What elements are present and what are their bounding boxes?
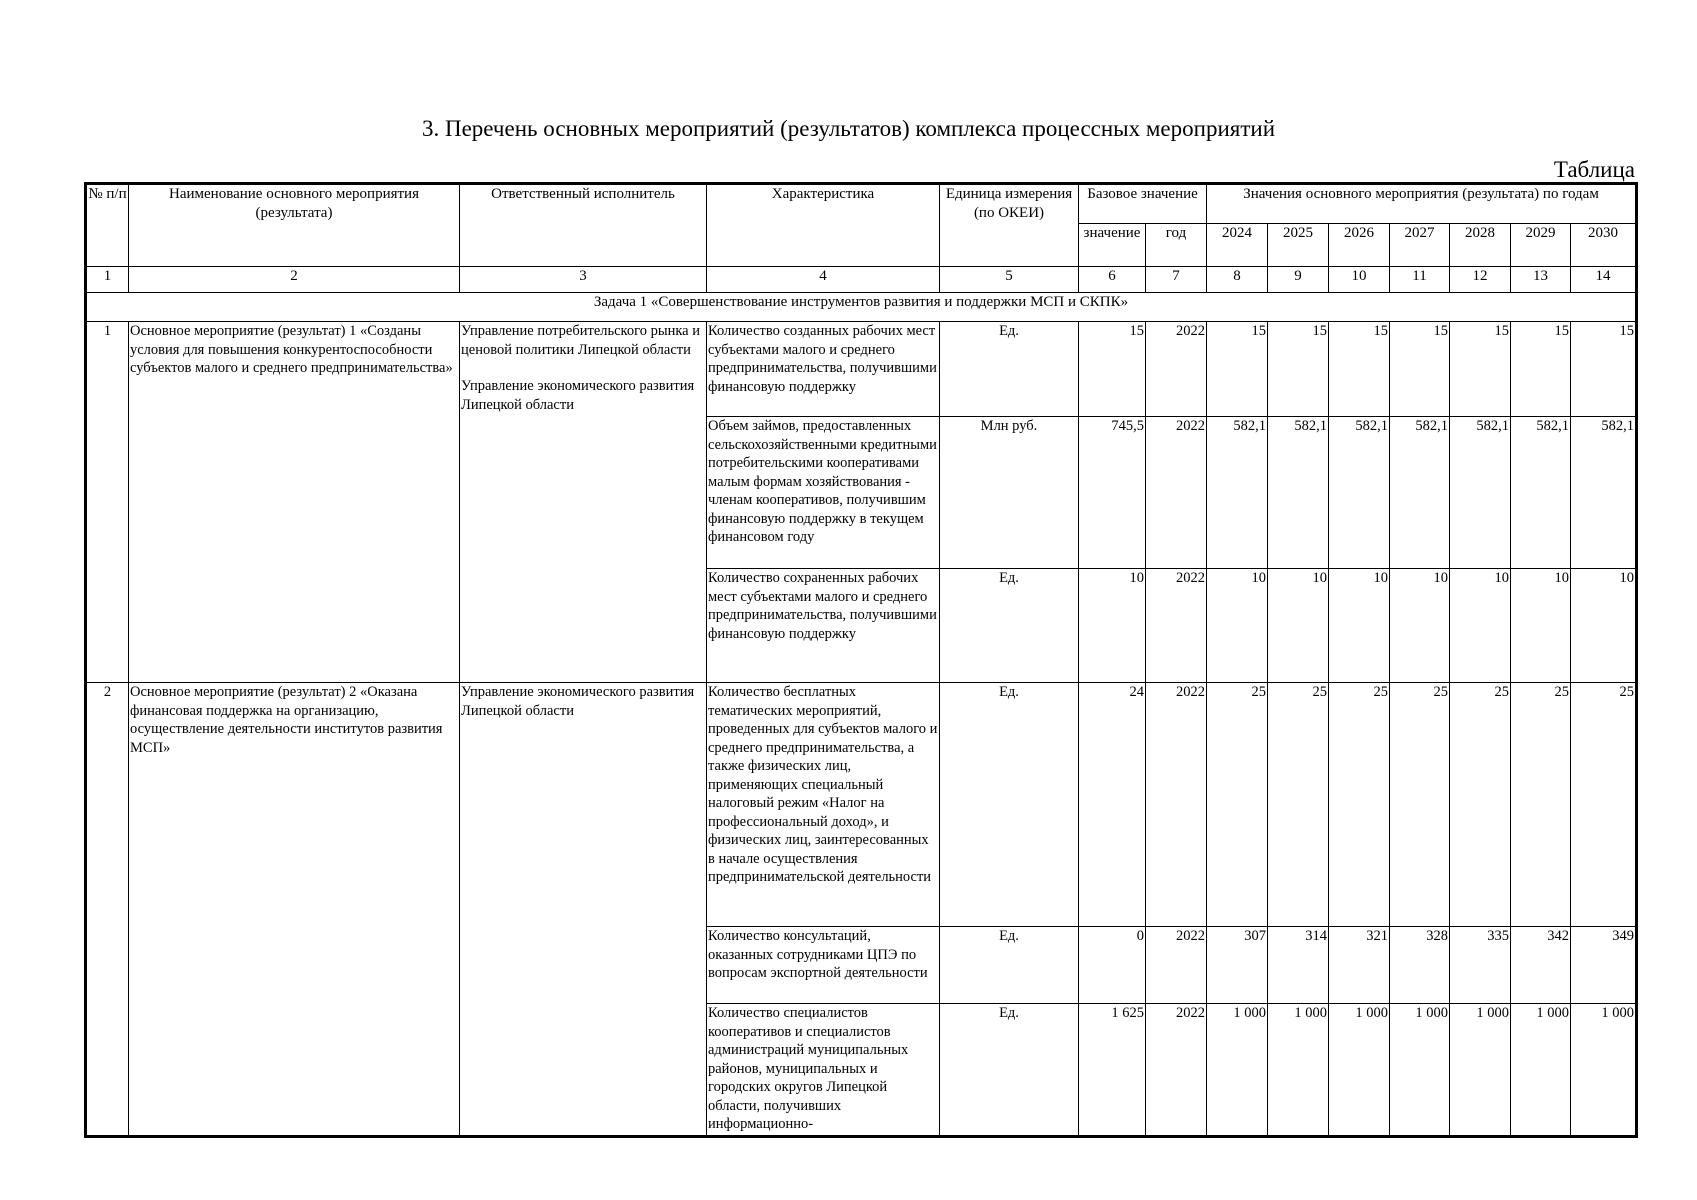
year-value: 15: [1329, 322, 1390, 417]
measures-table: [86, 184, 1636, 1136]
header-year: 2029: [1511, 224, 1571, 267]
col-number: 10: [1329, 267, 1390, 293]
year-value: 15: [1571, 322, 1636, 417]
year-value: 328: [1390, 927, 1450, 1004]
year-value: 1 000: [1390, 1004, 1450, 1136]
characteristic: Количество специалистов кооперативов и специалистов администраций муниципальных районов, муниципальных и городских округов Липецкой области, получивших информационно-: [707, 1004, 940, 1136]
header-year: 2028: [1450, 224, 1511, 267]
base-value: 15: [1079, 322, 1146, 417]
year-value: 25: [1571, 683, 1636, 927]
table-row: [87, 322, 1636, 417]
col-number: 2: [129, 267, 460, 293]
year-value: 15: [1450, 322, 1511, 417]
year-value: 25: [1207, 683, 1268, 927]
year-value: 1 000: [1268, 1004, 1329, 1136]
year-value: 342: [1511, 927, 1571, 1004]
header-base-value: значение: [1079, 224, 1146, 267]
base-year: 2022: [1146, 927, 1207, 1004]
year-value: 582,1: [1268, 417, 1329, 569]
year-value: 582,1: [1207, 417, 1268, 569]
characteristic: Количество созданных рабочих мест субъектами малого и среднего предпринимательства, получившими финансовую поддержку: [707, 322, 940, 417]
year-value: 10: [1207, 569, 1268, 683]
year-value: 1 000: [1450, 1004, 1511, 1136]
page-title: 3. Перечень основных мероприятий (результатов) комплекса процессных мероприятий: [421, 116, 1276, 141]
header-characteristic: Характеристика: [707, 185, 940, 267]
year-value: 321: [1329, 927, 1390, 1004]
responsible-executor: Управление экономического развития Липецкой области: [460, 683, 707, 1136]
col-number: 8: [1207, 267, 1268, 293]
year-value: 314: [1268, 927, 1329, 1004]
year-value: 25: [1268, 683, 1329, 927]
header-unit: Единица измерения (по ОКЕИ): [940, 185, 1079, 267]
year-value: 25: [1511, 683, 1571, 927]
executor-text: Управление потребительского рынка и ценовой политики Липецкой области: [461, 323, 700, 358]
col-number: 13: [1511, 267, 1571, 293]
header-year: 2026: [1329, 224, 1390, 267]
header-by-years: Значения основного мероприятия (результата) по годам: [1207, 185, 1636, 224]
year-value: 582,1: [1329, 417, 1390, 569]
base-year: 2022: [1146, 417, 1207, 569]
base-year: 2022: [1146, 683, 1207, 927]
characteristic: Количество сохраненных рабочих мест субъектами малого и среднего предпринимательства, получившими финансовую поддержку: [707, 569, 940, 683]
table-caption: Таблица: [1553, 157, 1635, 182]
year-value: 582,1: [1511, 417, 1571, 569]
unit: Ед.: [940, 569, 1079, 683]
measure-name: Основное мероприятие (результат) 2 «Оказана финансовая поддержка на организацию, осуществление деятельности институтов развития МСП»: [129, 683, 460, 1136]
header-num: № п/п: [87, 185, 129, 267]
task-title: Задача 1 «Совершенствование инструментов развития и поддержки МСП и СКПК»: [87, 293, 1636, 322]
executor-text: Управление экономического развития Липецкой области: [461, 378, 695, 413]
characteristic: Количество бесплатных тематических мероприятий, проведенных для субъектов малого и среднего предпринимательства, а также физических лиц, применяющих специальный налоговый режим «Налог на профессиональный доход», и физических лиц, заинтересованных в начале осуществления предпринимательской деятельности: [707, 683, 940, 927]
col-number: 4: [707, 267, 940, 293]
header-executor: Ответственный исполнитель: [460, 185, 707, 267]
header-row-1: [87, 185, 1636, 224]
year-value: 1 000: [1571, 1004, 1636, 1136]
base-value: 10: [1079, 569, 1146, 683]
col-number: 9: [1268, 267, 1329, 293]
measure-name: Основное мероприятие (результат) 1 «Созданы условия для повышения конкурентоспособности субъектов малого и среднего предпринимательства»: [129, 322, 460, 683]
executor-spacer: [461, 359, 705, 377]
col-number: 3: [460, 267, 707, 293]
year-value: 25: [1390, 683, 1450, 927]
characteristic: Объем займов, предоставленных сельскохозяйственными кредитными потребительскими кооперативами малым формам хозяйствования - членам кооперативов, получившим финансовую поддержку в текущем финансовом году: [707, 417, 940, 569]
base-year: 2022: [1146, 569, 1207, 683]
year-value: 1 000: [1511, 1004, 1571, 1136]
header-year: 2027: [1390, 224, 1450, 267]
year-value: 10: [1390, 569, 1450, 683]
header-base-year: год: [1146, 224, 1207, 267]
year-value: 15: [1390, 322, 1450, 417]
year-value: 335: [1450, 927, 1511, 1004]
base-value: 24: [1079, 683, 1146, 927]
year-value: 1 000: [1207, 1004, 1268, 1136]
header-year: 2024: [1207, 224, 1268, 267]
col-number: 11: [1390, 267, 1450, 293]
base-year: 2022: [1146, 1004, 1207, 1136]
unit: Млн руб.: [940, 417, 1079, 569]
base-year: 2022: [1146, 322, 1207, 417]
year-value: 582,1: [1390, 417, 1450, 569]
year-value: 582,1: [1450, 417, 1511, 569]
base-value: 745,5: [1079, 417, 1146, 569]
header-year: 2030: [1571, 224, 1636, 267]
year-value: 15: [1268, 322, 1329, 417]
col-number: 14: [1571, 267, 1636, 293]
year-value: 1 000: [1329, 1004, 1390, 1136]
year-value: 25: [1450, 683, 1511, 927]
year-value: 25: [1329, 683, 1390, 927]
unit: Ед.: [940, 322, 1079, 417]
base-value: 1 625: [1079, 1004, 1146, 1136]
year-value: 10: [1511, 569, 1571, 683]
header-name: Наименование основного мероприятия (результата): [129, 185, 460, 267]
characteristic: Количество консультаций, оказанных сотрудниками ЦПЭ по вопросам экспортной деятельности: [707, 927, 940, 1004]
row-number: 1: [87, 322, 129, 683]
unit: Ед.: [940, 927, 1079, 1004]
year-value: 10: [1571, 569, 1636, 683]
col-number: 1: [87, 267, 129, 293]
task-row: [87, 293, 1636, 322]
col-number: 7: [1146, 267, 1207, 293]
table-row: [87, 683, 1636, 927]
unit: Ед.: [940, 683, 1079, 927]
year-value: 15: [1207, 322, 1268, 417]
year-value: 307: [1207, 927, 1268, 1004]
year-value: 349: [1571, 927, 1636, 1004]
col-number: 6: [1079, 267, 1146, 293]
year-value: 582,1: [1571, 417, 1636, 569]
header-year: 2025: [1268, 224, 1329, 267]
col-number: 12: [1450, 267, 1511, 293]
row-number: 2: [87, 683, 129, 1136]
year-value: 15: [1511, 322, 1571, 417]
col-number: 5: [940, 267, 1079, 293]
column-numbers-row: [87, 267, 1636, 293]
base-value: 0: [1079, 927, 1146, 1004]
year-value: 10: [1329, 569, 1390, 683]
year-value: 10: [1268, 569, 1329, 683]
year-value: 10: [1450, 569, 1511, 683]
header-base: Базовое значение: [1079, 185, 1207, 224]
unit: Ед.: [940, 1004, 1079, 1136]
responsible-executor: [460, 322, 707, 683]
